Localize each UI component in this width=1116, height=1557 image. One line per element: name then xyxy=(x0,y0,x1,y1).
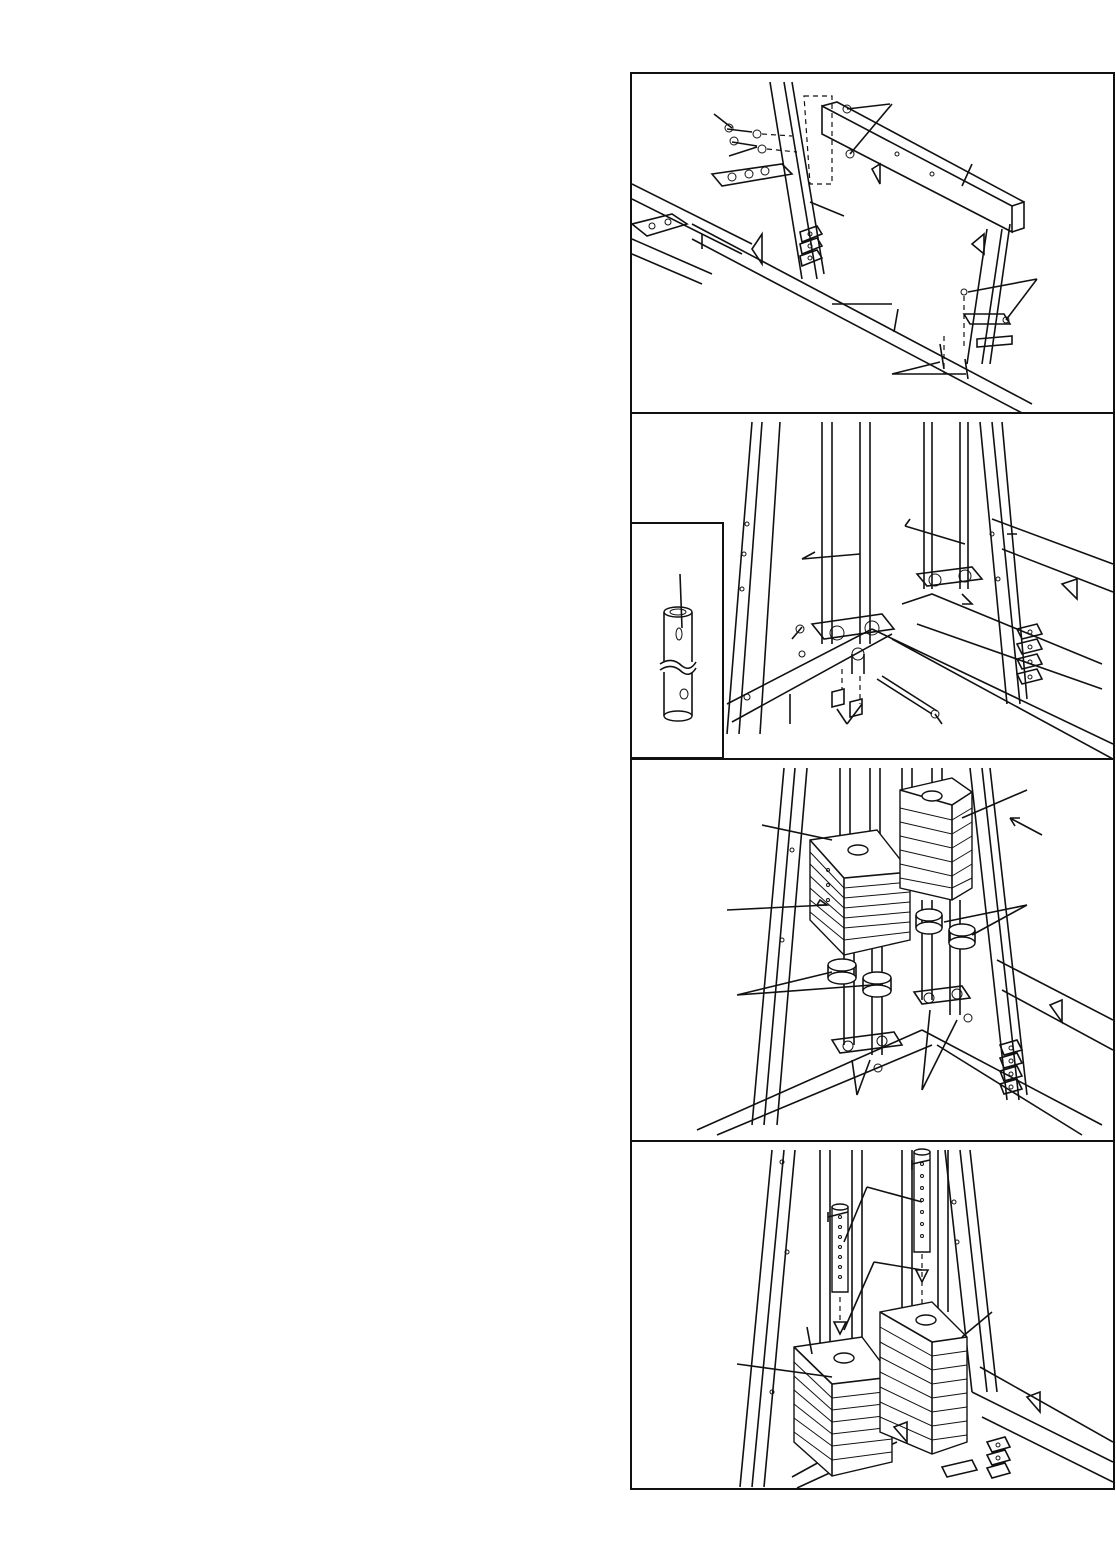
panel-weight-stacks-installation xyxy=(632,760,1113,1140)
panel-frame-crossbar-assembly xyxy=(632,74,1113,413)
inset-selector-rod-detail xyxy=(630,522,724,759)
panel-selector-rods-and-weight-stacks xyxy=(632,1142,1113,1488)
